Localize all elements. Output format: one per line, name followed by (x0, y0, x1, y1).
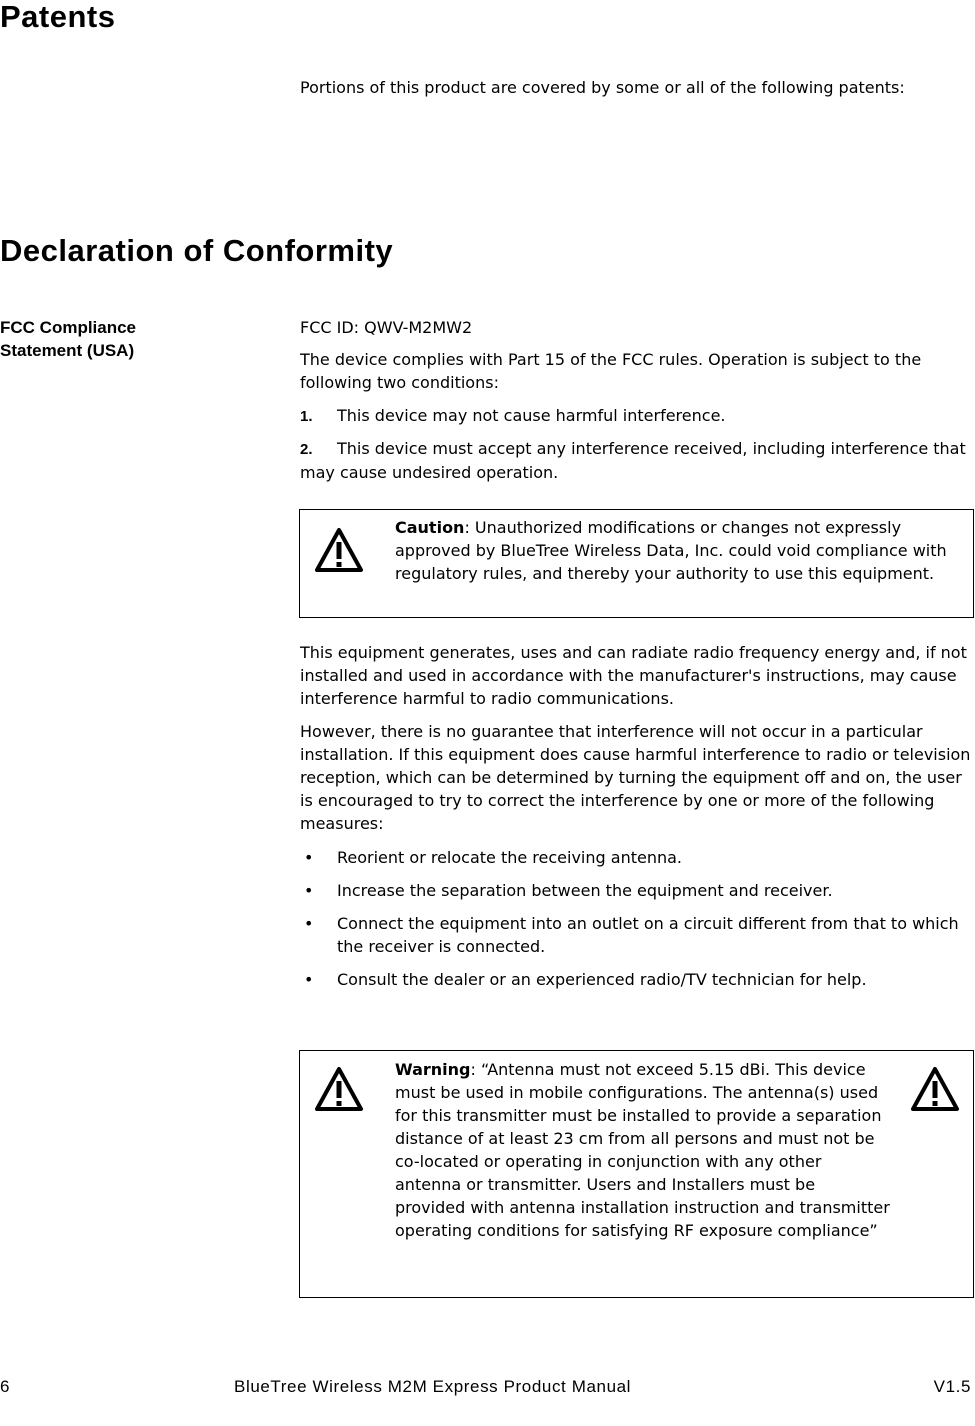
list-item (300, 968, 972, 991)
paragraph-guarantee: However, there is no guarantee that interference will not occur in a particular installation. If this equipment does cause harmful interference to radio or television reception, which can be determined by turning the equipment off and on, the user is encouraged to try to correct the interference by one or more of the following measures: (300, 722, 971, 833)
bullet-2: • (304, 881, 314, 900)
measures-list (300, 846, 972, 1001)
list-item (300, 846, 972, 869)
measure-4: Consult the dealer or an experienced radio/TV technician for help. (337, 970, 867, 989)
fcc-id: FCC ID: QWV-M2MW2 (300, 318, 473, 337)
fcc-intro: The device complies with Part 15 of the FCC rules. Operation is subject to the following two conditions: (300, 350, 922, 392)
condition-2-text: This device must accept any interference received, including interference that may cause undesired operation. (300, 439, 966, 482)
footer-version: V1.5 (933, 1377, 971, 1396)
caution-box (299, 509, 974, 618)
caution-label: Caution (395, 518, 465, 537)
bullet-4: • (304, 970, 314, 989)
warning-text (395, 1058, 890, 1242)
page-footer (0, 1377, 975, 1401)
measure-2: Increase the separation between the equipment and receiver. (337, 881, 833, 900)
list-item (300, 879, 972, 902)
footer-title: BlueTree Wireless M2M Express Product Manual (234, 1377, 632, 1396)
paragraph-emissions: This equipment generates, uses and can radiate radio frequency energy and, if not installed and used in accordance with the manufacturer's instructions, may cause interference harmful to radio communications. (300, 643, 967, 708)
condition-1-number: 1. (300, 408, 313, 425)
measure-1: Reorient or relocate the receiving antenna. (337, 848, 682, 867)
warning-triangle-icon (314, 527, 364, 573)
condition-2-number: 2. (300, 441, 313, 458)
caution-body: : Unauthorized modifications or changes not expressly approved by BlueTree Wireless Data, Inc. could void compliance with regulatory rules, and thereby your authority to use this equipment. (395, 518, 947, 583)
fcc-side-heading (0, 316, 240, 362)
caution-text (395, 516, 955, 585)
patents-text: Portions of this product are covered by some or all of the following patents: (300, 78, 905, 97)
warning-body: : “Antenna must not exceed 5.15 dBi. This device must be used in mobile configurations. The antenna(s) used for this transmitter must be installed to provide a separation distance of at least 23 cm from all persons and must not be co-located or operating in conjunction with any other antenna or transmitter. Users and Installers must be provided with antenna installation instruction and transmitter operating conditions for satisfying RF exposure compliance” (395, 1060, 890, 1240)
condition-2 (300, 437, 972, 484)
page-number: 6 (0, 1377, 11, 1396)
bullet-3: • (304, 914, 314, 933)
condition-1 (300, 404, 972, 428)
patents-heading: Patents (0, 0, 116, 34)
measure-3: Connect the equipment into an outlet on a circuit different from that to which the receiver is connected. (337, 914, 959, 956)
warning-label: Warning (395, 1060, 471, 1079)
warning-box (299, 1050, 974, 1298)
fcc-side-heading-text: FCC Compliance Statement (USA) (0, 318, 137, 360)
conformity-heading: Declaration of Conformity (0, 233, 394, 268)
bullet-1: • (304, 848, 314, 867)
warning-triangle-icon (910, 1066, 960, 1112)
list-item (300, 912, 972, 958)
condition-1-text: This device may not cause harmful interference. (337, 406, 726, 425)
warning-triangle-icon (314, 1066, 364, 1112)
